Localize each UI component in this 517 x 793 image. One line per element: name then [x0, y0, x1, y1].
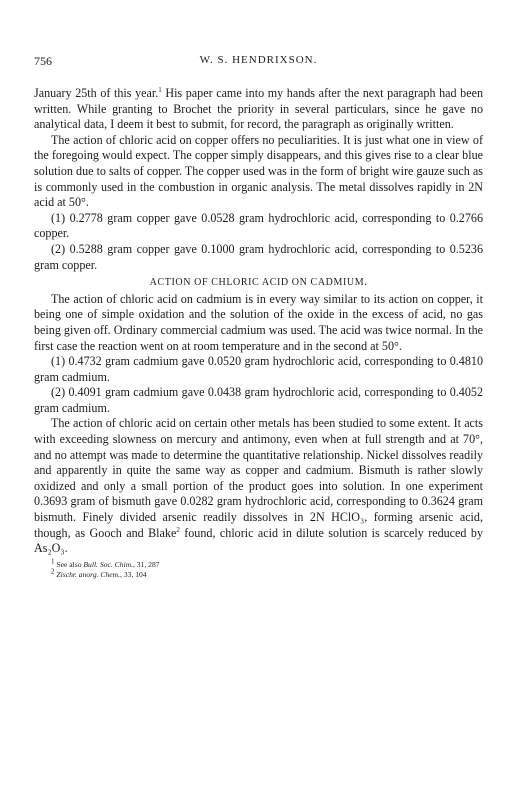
- page-header: [34, 54, 483, 74]
- footnote: $^1$ See also Bull. Soc. Chim., 31, 287: [51, 557, 160, 569]
- footnote-marker: 2: [176, 525, 180, 534]
- experiment-item: (2) 0.5288 gram copper gave 0.1000 gram hydrochloric acid, corresponding to 0.5236 gram copper.: [34, 241, 483, 272]
- paragraph: The action of chloric acid on copper offers no peculiarities. It is just what one in view of the foregoing would expect. The copper simply disappears, and this gives rise to a clear blue solution due to salts of copper. The copper used was in the form of bright wire gauze such as is commonly used in the combustion in organic analysis. The metal dissolves rapidly in 2N acid at 50°.: [34, 132, 483, 210]
- footnote: $^2$ Zischr. anorg. Chem., 33, 104: [51, 567, 147, 579]
- experiment-item: (1) 0.4732 gram cadmium gave 0.0520 gram hydrochloric acid, corresponding to 0.4810 gram cadmium.: [34, 354, 483, 384]
- footnotes: [34, 557, 483, 580]
- body-text: [34, 86, 483, 557]
- paragraph: The action of chloric acid on cadmium is in every way similar to its action on copper, it being one of simple oxidation and the solution of the oxide in the excess of acid, no gas being given off. Ordinary commercial cadmium was used. The acid was twice normal. In the first case the reaction went on at room temperature and in the second at 50°.: [34, 291, 483, 353]
- paragraph: January 25th of this year.$^1$ His paper came into my hands after the next paragraph had been written. While granting to Brochet the priority in several particulars, since he gave no analytical data, I deem it best to submit, for record, the paragraph as originally written.: [34, 85, 483, 132]
- page-number: 756: [34, 54, 52, 68]
- section-heading: ACTION OF CHLORIC ACID ON CADMIUM.: [149, 277, 368, 289]
- experiment-item: (1) 0.2778 gram copper gave 0.0528 gram hydrochloric acid, corresponding to 0.2766 copper.: [34, 210, 483, 241]
- document-page: [34, 54, 483, 580]
- footnote-marker: 1: [158, 85, 162, 94]
- running-head: W. S. HENDRIXSON.: [199, 54, 318, 66]
- experiment-item: (2) 0.4091 gram cadmium gave 0.0438 gram hydrochloric acid, corresponding to 0.4052 gram cadmium.: [34, 385, 483, 415]
- paragraph: The action of chloric acid on certain other metals has been studied to some extent. It acts with exceeding slowness on mercury and antimony, even when at full strength and at 70°, and no attempt was made to determine the quantitative relationship. Nickel dissolves readily and apparently in quite the same way as copper and cadmium. Bismuth is rather slowly oxidized and only a small portion of the product goes into solution. In one experiment 0.3693 gram of bismuth gave 0.0282 gram hydrochloric acid, corresponding to 0.3624 gram bismuth. Finely divided arsenic readily dissolves in 2N HClO₃, forming arsenic acid, though, as Gooch and Blake$^2$ found, chloric acid in dilute solution is scarcely reduced by As₂O₃.: [34, 416, 483, 556]
